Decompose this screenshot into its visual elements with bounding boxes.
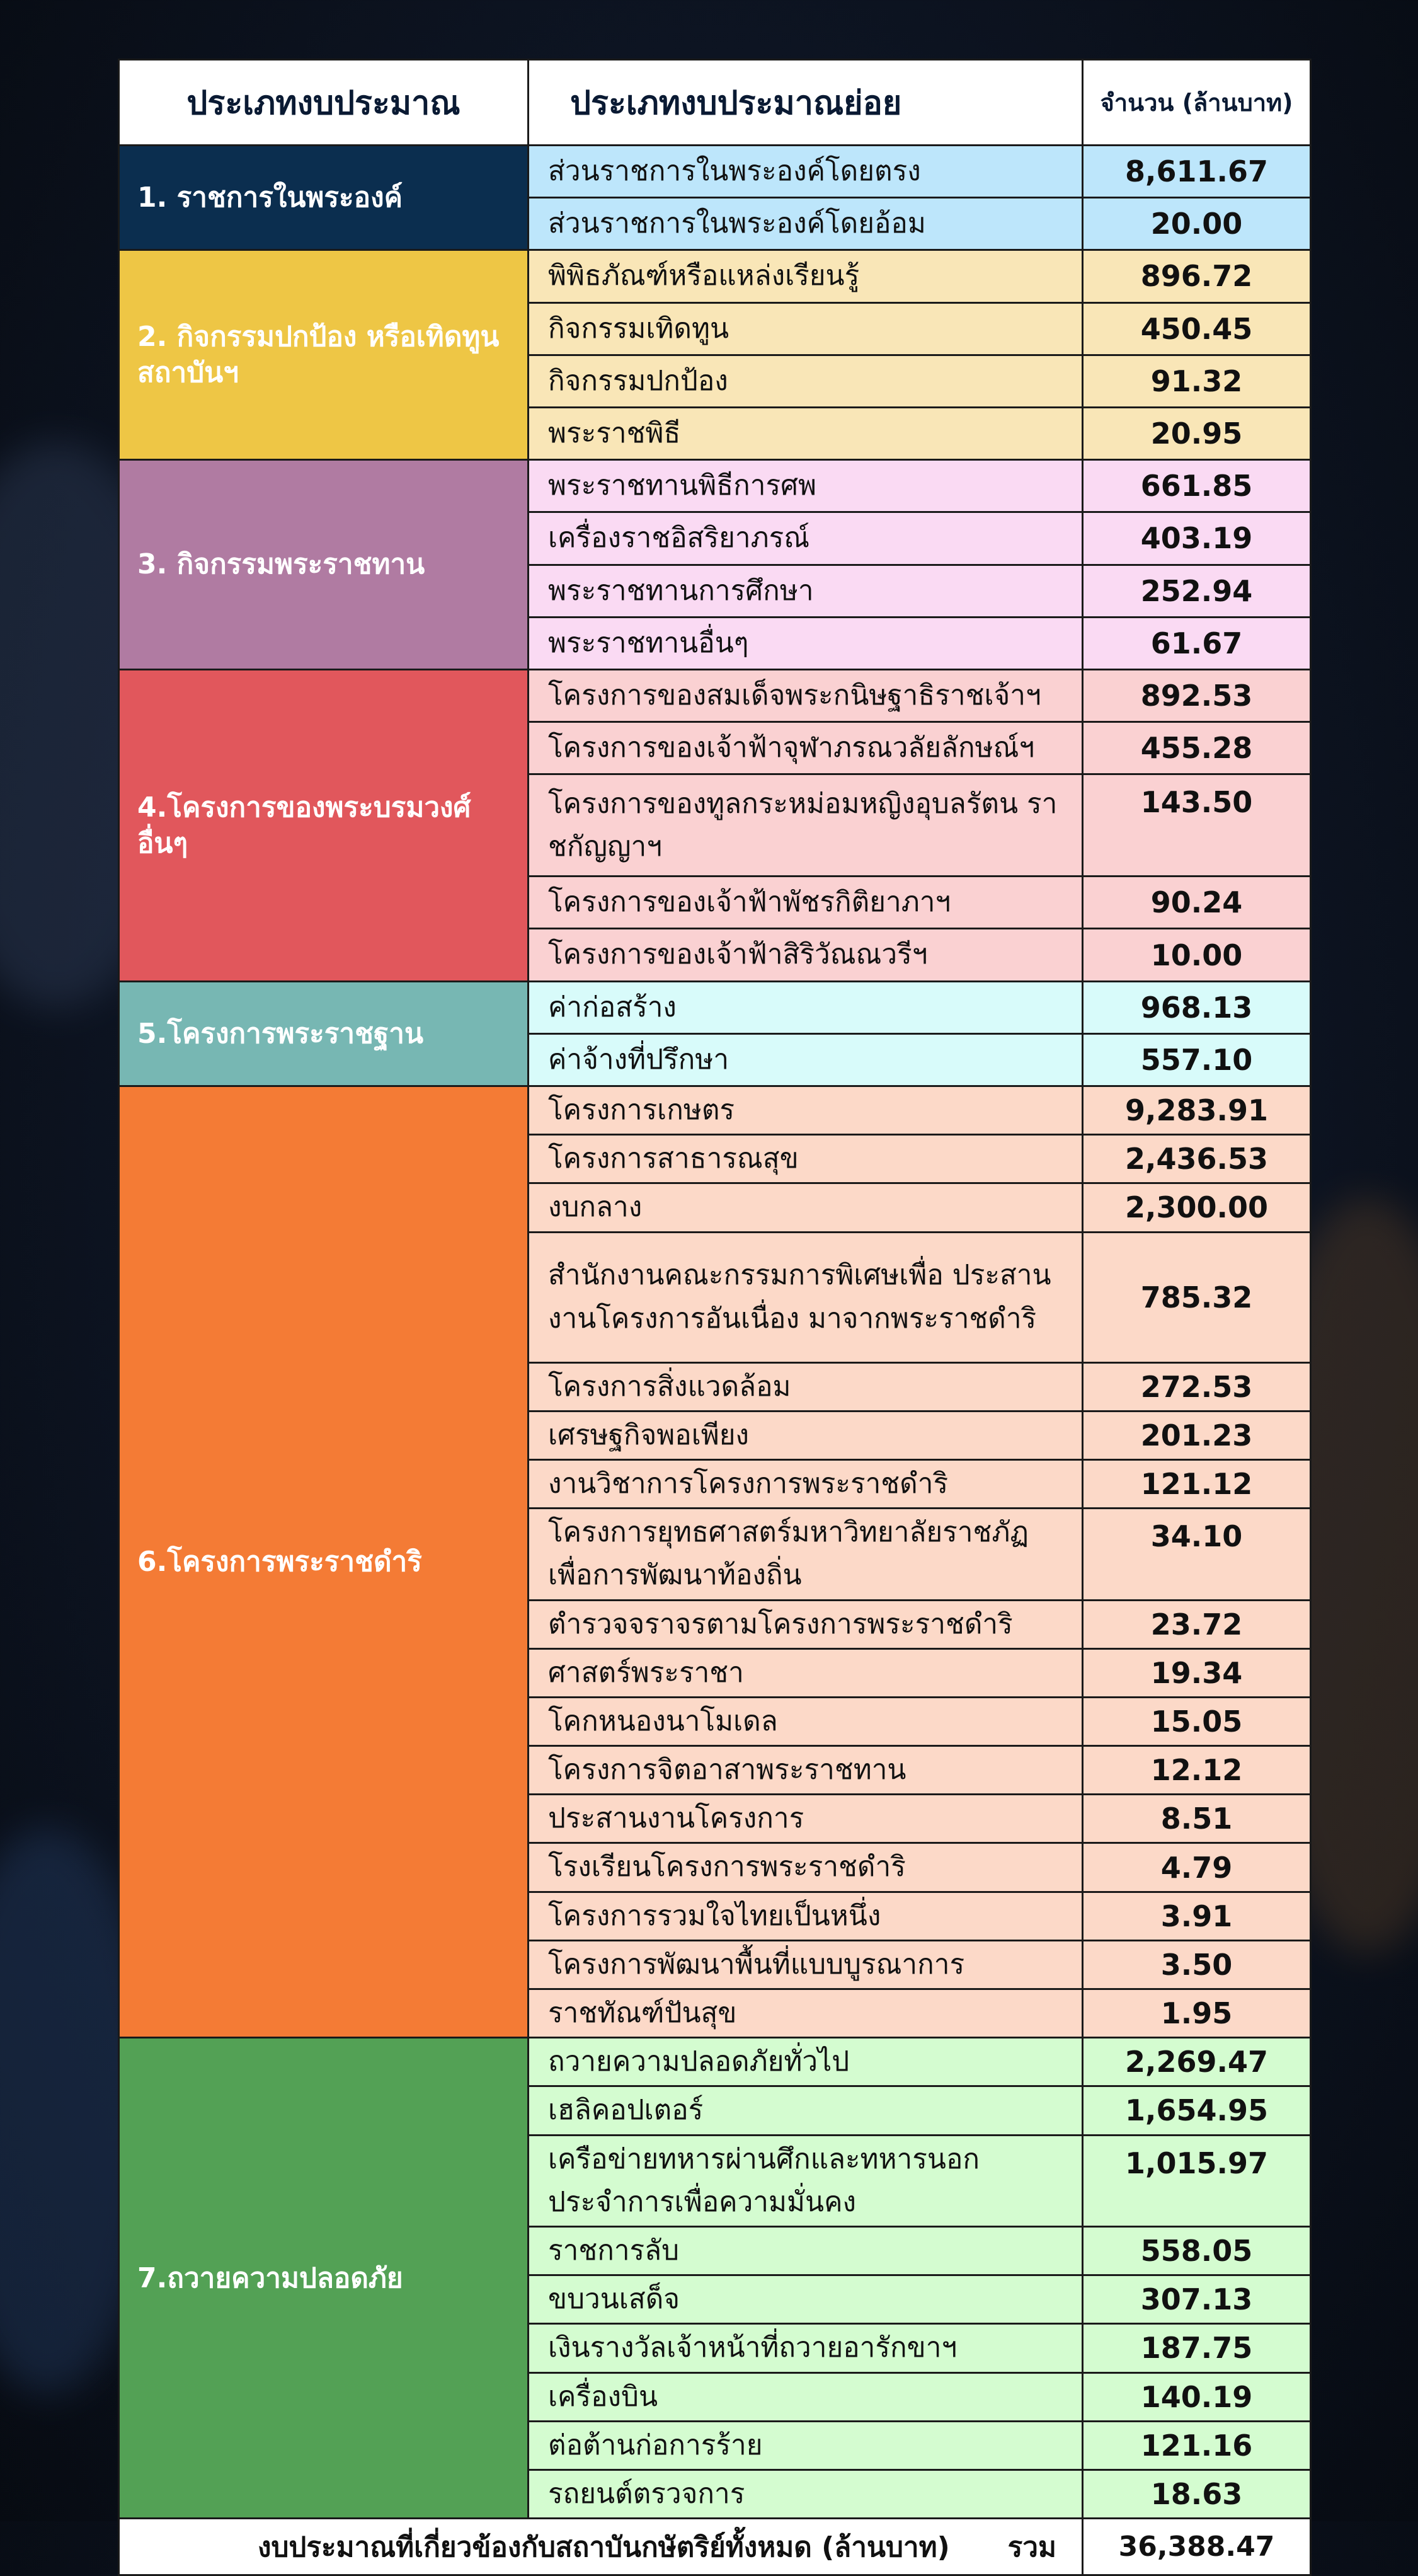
- subcategory-label: ราชการลับ: [529, 2226, 1083, 2275]
- category-cell-4: [119, 669, 529, 981]
- subcategory-label: ส่วนราชการในพระองค์โดยตรง: [529, 146, 1083, 198]
- amount-value: 12.12: [1083, 1746, 1311, 1795]
- subcategory-label: โครงการสิ่งแวดล้อม: [529, 1362, 1083, 1411]
- subcategory-label: เศรษฐกิจพอเพียง: [529, 1411, 1083, 1459]
- category-cell-3: [119, 460, 529, 670]
- total-label: งบประมาณที่เกี่ยวข้องกับสถาบันกษัตริย์ทั้งหมด (ล้านบาท): [258, 2531, 950, 2563]
- amount-value: 252.94: [1083, 565, 1311, 617]
- category-label: 1. ราชการในพระองค์: [137, 181, 403, 214]
- amount-value: 20.95: [1083, 407, 1311, 459]
- subcategory-label: กิจกรรมปกป้อง: [529, 355, 1083, 407]
- amount-value: 90.24: [1083, 877, 1311, 929]
- amount-value: 9,283.91: [1083, 1086, 1311, 1135]
- total-label-cell: [119, 2519, 1083, 2575]
- category-label: 7.ถวายความปลอดภัย: [137, 2262, 403, 2294]
- amount-value: 2,300.00: [1083, 1183, 1311, 1232]
- amount-value: 892.53: [1083, 669, 1311, 722]
- subcategory-label: พระราชทานอื่นๆ: [529, 617, 1083, 669]
- amount-value: 403.19: [1083, 512, 1311, 565]
- category-label: 6.โครงการพระราชดำริ: [137, 1546, 422, 1578]
- subcategory-label: โครงการของเจ้าฟ้าสิริวัณณวรีฯ: [529, 929, 1083, 981]
- amount-value: 8.51: [1083, 1795, 1311, 1843]
- amount-value: 1,654.95: [1083, 2086, 1311, 2135]
- amount-value: 2,269.47: [1083, 2038, 1311, 2086]
- amount-value: 896.72: [1083, 250, 1311, 302]
- amount-value: 1.95: [1083, 1989, 1311, 2038]
- subcategory-label: ราชทัณฑ์ปันสุข: [529, 1989, 1083, 2038]
- subcategory-label: ถวายความปลอดภัยทั่วไป: [529, 2038, 1083, 2086]
- amount-value: 20.00: [1083, 198, 1311, 250]
- amount-value: 187.75: [1083, 2324, 1311, 2372]
- category-cell-7: [119, 2038, 529, 2519]
- amount-value: 558.05: [1083, 2226, 1311, 2275]
- subcategory-label: เครือข่ายทหารผ่านศึกและทหารนอก ประจำการเพื่อความมั่นคง: [529, 2135, 1083, 2226]
- subcategory-label: กิจกรรมเทิดทูน: [529, 302, 1083, 355]
- subcategory-label: โครงการของเจ้าฟ้าพัชรกิติยาภาฯ: [529, 877, 1083, 929]
- subcategory-label: เครื่องบิน: [529, 2372, 1083, 2421]
- amount-value: 1,015.97: [1083, 2135, 1311, 2226]
- subcategory-label: ตำรวจจราจรตามโครงการพระราชดำริ: [529, 1600, 1083, 1648]
- subcategory-label: ส่วนราชการในพระองค์โดยอ้อม: [529, 198, 1083, 250]
- amount-value: 557.10: [1083, 1033, 1311, 1086]
- amount-value: 661.85: [1083, 460, 1311, 512]
- amount-value: 121.12: [1083, 1459, 1311, 1508]
- category-cell-6: [119, 1086, 529, 2038]
- table-row: [119, 981, 1311, 1033]
- table-row: [119, 2038, 1311, 2086]
- amount-value: 140.19: [1083, 2372, 1311, 2421]
- category-label: 3. กิจกรรมพระราชทาน: [137, 548, 425, 581]
- header-subcategory: ประเภทงบประมาณย่อย: [529, 60, 1083, 146]
- subcategory-label: ค่าจ้างที่ปรึกษา: [529, 1033, 1083, 1086]
- amount-value: 272.53: [1083, 1362, 1311, 1411]
- subcategory-label: โรงเรียนโครงการพระราชดำริ: [529, 1843, 1083, 1892]
- table-header: [119, 60, 1311, 146]
- amount-value: 968.13: [1083, 981, 1311, 1033]
- subcategory-label: เครื่องราชอิสริยาภรณ์: [529, 512, 1083, 565]
- amount-value: 34.10: [1083, 1509, 1311, 1600]
- subcategory-label: พระราชทานการศึกษา: [529, 565, 1083, 617]
- subcategory-label: โครงการสาธารณสุข: [529, 1135, 1083, 1183]
- subcategory-label: โครงการของสมเด็จพระกนิษฐาธิราชเจ้าฯ: [529, 669, 1083, 722]
- amount-value: 18.63: [1083, 2470, 1311, 2518]
- subcategory-label: โครงการของเจ้าฟ้าจุฬาภรณวลัยลักษณ์ฯ: [529, 722, 1083, 774]
- subcategory-label: ค่าก่อสร้าง: [529, 981, 1083, 1033]
- category-cell-1: [119, 146, 529, 250]
- amount-value: 10.00: [1083, 929, 1311, 981]
- subcategory-label: งบกลาง: [529, 1183, 1083, 1232]
- category-cell-5: [119, 981, 529, 1086]
- amount-value: 455.28: [1083, 722, 1311, 774]
- subcategory-label: โครงการจิตอาสาพระราชทาน: [529, 1746, 1083, 1795]
- amount-value: 3.50: [1083, 1940, 1311, 1989]
- table-row: [119, 1086, 1311, 1135]
- header-amount: จำนวน (ล้านบาท): [1083, 60, 1311, 146]
- category-label: 2. กิจกรรมปกป้อง หรือเทิดทูนสถาบันฯ: [137, 321, 500, 389]
- category-label: 5.โครงการพระราชฐาน: [137, 1017, 424, 1050]
- subcategory-label: ประสานงานโครงการ: [529, 1795, 1083, 1843]
- subcategory-label: โครงการของทูลกระหม่อมหญิงอุบลรัตน ราชกัญญาฯ: [529, 774, 1083, 877]
- subcategory-label: เฮลิคอปเตอร์: [529, 2086, 1083, 2135]
- subcategory-label: โครงการรวมใจไทยเป็นหนึ่ง: [529, 1892, 1083, 1940]
- subcategory-label: รถยนต์ตรวจการ: [529, 2470, 1083, 2518]
- subcategory-label: พิพิธภัณฑ์หรือแหล่งเรียนรู้: [529, 250, 1083, 302]
- subcategory-label: ศาสตร์พระราชา: [529, 1648, 1083, 1697]
- table-row: [119, 669, 1311, 722]
- table-body: [119, 146, 1311, 2519]
- amount-value: 4.79: [1083, 1843, 1311, 1892]
- amount-value: 19.34: [1083, 1648, 1311, 1697]
- total-value: 36,388.47: [1083, 2519, 1311, 2575]
- subcategory-label: เงินรางวัลเจ้าหน้าที่ถวายอารักขาฯ: [529, 2324, 1083, 2372]
- amount-value: 201.23: [1083, 1411, 1311, 1459]
- budget-table: [118, 59, 1312, 2576]
- amount-value: 15.05: [1083, 1697, 1311, 1745]
- amount-value: 121.16: [1083, 2421, 1311, 2470]
- subcategory-label: ขบวนเสด็จ: [529, 2275, 1083, 2324]
- category-label: 4.โครงการของพระบรมวงศ์ อื่นๆ: [137, 791, 471, 860]
- subcategory-label: สำนักงานคณะกรรมการพิเศษเพื่อ ประสานงานโครงการอันเนื่อง มาจากพระราชดำริ: [529, 1232, 1083, 1362]
- amount-value: 3.91: [1083, 1892, 1311, 1940]
- table-row: [119, 146, 1311, 198]
- amount-value: 91.32: [1083, 355, 1311, 407]
- table-row: [119, 460, 1311, 512]
- amount-value: 450.45: [1083, 302, 1311, 355]
- subcategory-label: โครงการเกษตร: [529, 1086, 1083, 1135]
- amount-value: 8,611.67: [1083, 146, 1311, 198]
- amount-value: 307.13: [1083, 2275, 1311, 2324]
- category-cell-2: [119, 250, 529, 460]
- subcategory-label: พระราชพิธี: [529, 407, 1083, 459]
- amount-value: 2,436.53: [1083, 1135, 1311, 1183]
- total-row: [119, 2519, 1311, 2575]
- subcategory-label: พระราชทานพิธีการศพ: [529, 460, 1083, 512]
- subcategory-label: โครงการพัฒนาพื้นที่แบบบูรณาการ: [529, 1940, 1083, 1989]
- amount-value: 785.32: [1083, 1232, 1311, 1362]
- total-sum-word: รวม: [1007, 2531, 1056, 2563]
- header-category: ประเภทงบประมาณ: [119, 60, 529, 146]
- amount-value: 61.67: [1083, 617, 1311, 669]
- subcategory-label: งานวิชาการโครงการพระราชดำริ: [529, 1459, 1083, 1508]
- subcategory-label: โคกหนองนาโมเดล: [529, 1697, 1083, 1745]
- subcategory-label: โครงการยุทธศาสตร์มหาวิทยาลัยราชภัฏ เพื่อการพัฒนาท้องถิ่น: [529, 1509, 1083, 1600]
- subcategory-label: ต่อต้านก่อการร้าย: [529, 2421, 1083, 2470]
- amount-value: 23.72: [1083, 1600, 1311, 1648]
- amount-value: 143.50: [1083, 774, 1311, 877]
- table-row: [119, 250, 1311, 302]
